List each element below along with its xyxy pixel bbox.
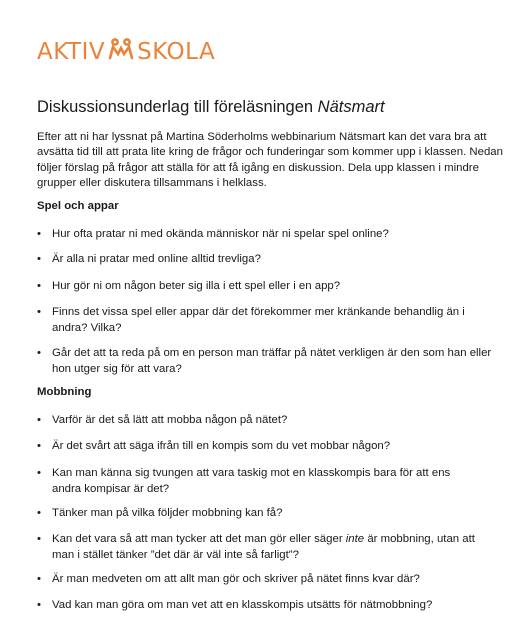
question-text: Hur gör ni om någon beter sig illa i ett spel eller i en app? bbox=[52, 280, 341, 292]
bullet-icon: • bbox=[37, 347, 41, 359]
question-text-start: Kan det vara så att man tycker att det man gör eller säger bbox=[52, 533, 346, 545]
list-item bbox=[37, 413, 517, 429]
bullet-icon: • bbox=[37, 253, 41, 265]
list-item bbox=[37, 279, 517, 295]
bullet-icon: • bbox=[37, 414, 41, 426]
list-item bbox=[37, 598, 517, 614]
question-text: Finns det vissa spel eller appar där det förekommer mer kränkande behandlig än i andra? Vilka? bbox=[52, 306, 465, 334]
bullet-icon: • bbox=[37, 533, 41, 545]
question-text: Går det att ta reda på om en person man träffar på nätet verkligen är den som han eller hon utger sig för att vara? bbox=[52, 347, 492, 375]
list-item bbox=[37, 466, 457, 497]
bullet-icon: • bbox=[37, 573, 41, 585]
list-item bbox=[37, 506, 517, 522]
question-text bbox=[52, 532, 492, 563]
bullet-icon: • bbox=[37, 599, 41, 611]
two-people-icon bbox=[108, 38, 134, 66]
logo-left-text: AKTIV bbox=[37, 39, 106, 65]
section-heading-spel-och-appar: Spel och appar bbox=[37, 200, 119, 212]
bullet-icon: • bbox=[37, 507, 41, 519]
question-text: Är man medveten om att allt man gör och skriver på nätet finns kvar där? bbox=[52, 573, 420, 585]
list-item bbox=[37, 439, 517, 455]
intro-paragraph: Efter att ni har lyssnat på Martina Söderholms webbinarium Nätsmart kan det vara bra att avsätta tid till att prata lite kring de frågor och funderingar som kommer upp i klassen. Nedan följer förslag på frågor att ställa för att få igång en diskussion. Dela upp klassen i mindre grupper eller diskutera tillsammans i helklass. bbox=[37, 131, 503, 189]
list-item bbox=[37, 252, 517, 268]
question-text: Kan man känna sig tvungen att vara taskig mot en klasskompis bara för att ens andra kompisar är det? bbox=[52, 467, 451, 495]
page-title bbox=[37, 98, 385, 117]
question-text: Tänker man på vilka följder mobbning kan få? bbox=[52, 507, 283, 519]
question-text: Är alla ni pratar med online alltid trevliga? bbox=[52, 253, 261, 265]
bullet-icon: • bbox=[37, 306, 41, 318]
title-main: Diskussionsunderlag till föreläsningen bbox=[37, 98, 318, 116]
bullet-icon: • bbox=[37, 467, 41, 479]
question-text: Varför är det så lätt att mobba någon på nätet? bbox=[52, 414, 288, 426]
question-text: Är det svårt att säga ifrån till en kompis som du vet mobbar någon? bbox=[52, 440, 391, 452]
question-text-emphasis: inte bbox=[345, 533, 365, 545]
section-heading-mobbning: Mobbning bbox=[37, 386, 92, 398]
list-item bbox=[37, 305, 477, 336]
list-item bbox=[37, 227, 517, 243]
list-item bbox=[37, 572, 517, 588]
bullet-icon: • bbox=[37, 228, 41, 240]
title-emphasis: Nätsmart bbox=[317, 98, 385, 116]
aktiv-skola-logo bbox=[37, 38, 215, 66]
bullet-icon: • bbox=[37, 280, 41, 292]
question-text: Hur ofta pratar ni med okända människor när ni spelar spel online? bbox=[52, 228, 389, 240]
list-item bbox=[37, 346, 497, 377]
question-text: Vad kan man göra om man vet att en klasskompis utsätts för nätmobbning? bbox=[52, 599, 433, 611]
logo-right-text: SKOLA bbox=[137, 39, 216, 65]
list-item bbox=[37, 532, 492, 563]
bullet-icon: • bbox=[37, 440, 41, 452]
question-text-end: är mobbning, utan att man i stället tänker ”det där är väl inte så farligt”? bbox=[52, 533, 475, 561]
